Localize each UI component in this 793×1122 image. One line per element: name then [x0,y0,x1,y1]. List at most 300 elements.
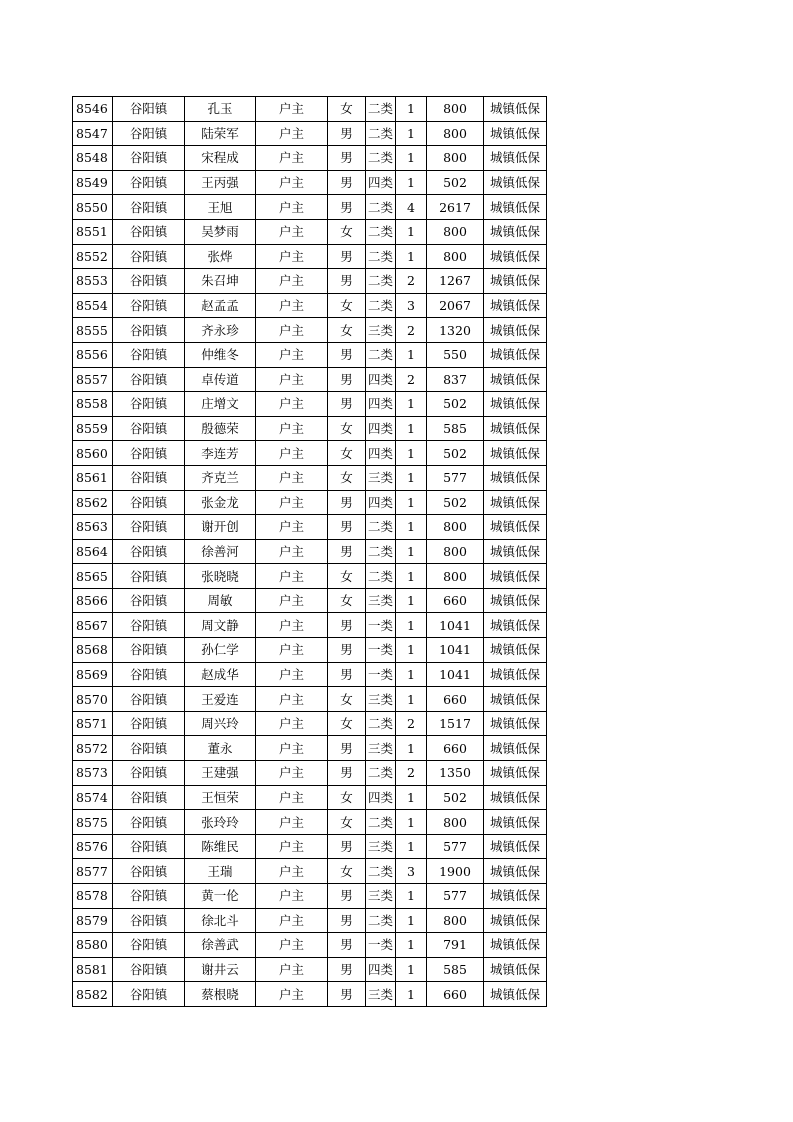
amount-cell: 502 [427,392,484,417]
row-number-cell: 8576 [73,834,113,859]
gender-cell: 男 [328,490,366,515]
relation-cell: 户主 [256,293,328,318]
town-cell: 谷阳镇 [113,638,185,663]
row-number-cell: 8560 [73,441,113,466]
table-row [73,785,547,810]
household-size-cell: 3 [396,859,427,884]
table-row [73,416,547,441]
table-row [73,244,547,269]
amount-cell: 837 [427,367,484,392]
table-row [73,957,547,982]
household-size-cell: 1 [396,564,427,589]
row-number-cell: 8571 [73,711,113,736]
relation-cell: 户主 [256,957,328,982]
program-cell: 城镇低保 [484,490,547,515]
category-cell: 三类 [366,834,396,859]
category-cell: 四类 [366,441,396,466]
town-cell: 谷阳镇 [113,318,185,343]
row-number-cell: 8574 [73,785,113,810]
relation-cell: 户主 [256,834,328,859]
name-cell: 蔡根晓 [185,982,256,1007]
name-cell: 王丙强 [185,170,256,195]
table-row [73,146,547,171]
program-cell: 城镇低保 [484,884,547,909]
household-size-cell: 1 [396,588,427,613]
gender-cell: 女 [328,97,366,122]
relation-cell: 户主 [256,416,328,441]
amount-cell: 660 [427,588,484,613]
household-size-cell: 2 [396,711,427,736]
relation-cell: 户主 [256,195,328,220]
town-cell: 谷阳镇 [113,613,185,638]
household-size-cell: 1 [396,613,427,638]
gender-cell: 男 [328,146,366,171]
category-cell: 四类 [366,392,396,417]
table-row [73,170,547,195]
name-cell: 陆荣军 [185,121,256,146]
program-cell: 城镇低保 [484,416,547,441]
town-cell: 谷阳镇 [113,834,185,859]
amount-cell: 577 [427,465,484,490]
town-cell: 谷阳镇 [113,662,185,687]
household-size-cell: 1 [396,884,427,909]
household-size-cell: 1 [396,416,427,441]
name-cell: 卓传道 [185,367,256,392]
town-cell: 谷阳镇 [113,810,185,835]
category-cell: 二类 [366,342,396,367]
category-cell: 四类 [366,785,396,810]
household-size-cell: 1 [396,465,427,490]
amount-cell: 550 [427,342,484,367]
gender-cell: 男 [328,638,366,663]
table-row [73,884,547,909]
town-cell: 谷阳镇 [113,392,185,417]
row-number-cell: 8553 [73,269,113,294]
program-cell: 城镇低保 [484,219,547,244]
program-cell: 城镇低保 [484,293,547,318]
program-cell: 城镇低保 [484,367,547,392]
household-size-cell: 1 [396,785,427,810]
table-row [73,121,547,146]
gender-cell: 女 [328,564,366,589]
table-row [73,908,547,933]
town-cell: 谷阳镇 [113,736,185,761]
town-cell: 谷阳镇 [113,441,185,466]
table-row [73,392,547,417]
name-cell: 徐善河 [185,539,256,564]
name-cell: 赵成华 [185,662,256,687]
relation-cell: 户主 [256,170,328,195]
amount-cell: 585 [427,416,484,441]
household-size-cell: 1 [396,244,427,269]
household-size-cell: 1 [396,638,427,663]
name-cell: 谢井云 [185,957,256,982]
row-number-cell: 8546 [73,97,113,122]
relation-cell: 户主 [256,539,328,564]
gender-cell: 男 [328,884,366,909]
relation-cell: 户主 [256,638,328,663]
subsidy-table [72,96,547,1007]
program-cell: 城镇低保 [484,588,547,613]
row-number-cell: 8566 [73,588,113,613]
program-cell: 城镇低保 [484,465,547,490]
name-cell: 董永 [185,736,256,761]
name-cell: 张玲玲 [185,810,256,835]
town-cell: 谷阳镇 [113,515,185,540]
program-cell: 城镇低保 [484,711,547,736]
relation-cell: 户主 [256,318,328,343]
table-row [73,662,547,687]
row-number-cell: 8564 [73,539,113,564]
category-cell: 三类 [366,318,396,343]
name-cell: 孙仁学 [185,638,256,663]
name-cell: 周敏 [185,588,256,613]
household-size-cell: 2 [396,761,427,786]
name-cell: 陈维民 [185,834,256,859]
amount-cell: 1041 [427,662,484,687]
household-size-cell: 1 [396,539,427,564]
category-cell: 二类 [366,711,396,736]
table-row [73,490,547,515]
town-cell: 谷阳镇 [113,711,185,736]
amount-cell: 1041 [427,638,484,663]
table-row [73,367,547,392]
program-cell: 城镇低保 [484,121,547,146]
gender-cell: 男 [328,392,366,417]
amount-cell: 800 [427,515,484,540]
program-cell: 城镇低保 [484,441,547,466]
gender-cell: 男 [328,121,366,146]
program-cell: 城镇低保 [484,564,547,589]
program-cell: 城镇低保 [484,318,547,343]
row-number-cell: 8563 [73,515,113,540]
row-number-cell: 8579 [73,908,113,933]
household-size-cell: 1 [396,933,427,958]
table-row [73,293,547,318]
town-cell: 谷阳镇 [113,785,185,810]
table-row [73,810,547,835]
amount-cell: 660 [427,736,484,761]
program-cell: 城镇低保 [484,515,547,540]
town-cell: 谷阳镇 [113,761,185,786]
row-number-cell: 8572 [73,736,113,761]
gender-cell: 男 [328,908,366,933]
amount-cell: 800 [427,97,484,122]
program-cell: 城镇低保 [484,146,547,171]
amount-cell: 800 [427,146,484,171]
relation-cell: 户主 [256,146,328,171]
category-cell: 一类 [366,933,396,958]
gender-cell: 女 [328,441,366,466]
amount-cell: 502 [427,785,484,810]
amount-cell: 800 [427,539,484,564]
gender-cell: 男 [328,736,366,761]
relation-cell: 户主 [256,342,328,367]
category-cell: 二类 [366,293,396,318]
category-cell: 四类 [366,490,396,515]
relation-cell: 户主 [256,662,328,687]
town-cell: 谷阳镇 [113,121,185,146]
category-cell: 二类 [366,810,396,835]
relation-cell: 户主 [256,859,328,884]
relation-cell: 户主 [256,884,328,909]
name-cell: 齐永珍 [185,318,256,343]
town-cell: 谷阳镇 [113,97,185,122]
amount-cell: 800 [427,810,484,835]
name-cell: 齐克兰 [185,465,256,490]
program-cell: 城镇低保 [484,859,547,884]
amount-cell: 800 [427,219,484,244]
category-cell: 一类 [366,613,396,638]
household-size-cell: 1 [396,146,427,171]
household-size-cell: 1 [396,97,427,122]
town-cell: 谷阳镇 [113,588,185,613]
relation-cell: 户主 [256,515,328,540]
category-cell: 二类 [366,539,396,564]
category-cell: 二类 [366,219,396,244]
relation-cell: 户主 [256,810,328,835]
gender-cell: 男 [328,342,366,367]
household-size-cell: 1 [396,441,427,466]
category-cell: 三类 [366,465,396,490]
name-cell: 黄一伦 [185,884,256,909]
program-cell: 城镇低保 [484,662,547,687]
table-row [73,342,547,367]
name-cell: 王建强 [185,761,256,786]
household-size-cell: 1 [396,736,427,761]
amount-cell: 1041 [427,613,484,638]
gender-cell: 男 [328,269,366,294]
name-cell: 张烨 [185,244,256,269]
row-number-cell: 8582 [73,982,113,1007]
row-number-cell: 8568 [73,638,113,663]
gender-cell: 女 [328,318,366,343]
amount-cell: 1350 [427,761,484,786]
relation-cell: 户主 [256,711,328,736]
gender-cell: 男 [328,834,366,859]
name-cell: 徐善武 [185,933,256,958]
name-cell: 张金龙 [185,490,256,515]
town-cell: 谷阳镇 [113,244,185,269]
relation-cell: 户主 [256,588,328,613]
relation-cell: 户主 [256,908,328,933]
row-number-cell: 8581 [73,957,113,982]
category-cell: 四类 [366,957,396,982]
program-cell: 城镇低保 [484,761,547,786]
row-number-cell: 8562 [73,490,113,515]
household-size-cell: 1 [396,662,427,687]
program-cell: 城镇低保 [484,613,547,638]
name-cell: 仲维冬 [185,342,256,367]
town-cell: 谷阳镇 [113,859,185,884]
relation-cell: 户主 [256,465,328,490]
town-cell: 谷阳镇 [113,933,185,958]
amount-cell: 1320 [427,318,484,343]
table-row [73,711,547,736]
town-cell: 谷阳镇 [113,219,185,244]
town-cell: 谷阳镇 [113,884,185,909]
relation-cell: 户主 [256,121,328,146]
category-cell: 二类 [366,515,396,540]
name-cell: 王爱连 [185,687,256,712]
town-cell: 谷阳镇 [113,490,185,515]
town-cell: 谷阳镇 [113,465,185,490]
gender-cell: 女 [328,293,366,318]
row-number-cell: 8557 [73,367,113,392]
relation-cell: 户主 [256,392,328,417]
gender-cell: 男 [328,613,366,638]
gender-cell: 女 [328,465,366,490]
relation-cell: 户主 [256,761,328,786]
row-number-cell: 8548 [73,146,113,171]
table-row [73,539,547,564]
household-size-cell: 1 [396,957,427,982]
household-size-cell: 1 [396,392,427,417]
category-cell: 二类 [366,146,396,171]
gender-cell: 女 [328,687,366,712]
category-cell: 二类 [366,97,396,122]
row-number-cell: 8573 [73,761,113,786]
household-size-cell: 2 [396,269,427,294]
household-size-cell: 1 [396,342,427,367]
gender-cell: 男 [328,761,366,786]
amount-cell: 2617 [427,195,484,220]
row-number-cell: 8561 [73,465,113,490]
town-cell: 谷阳镇 [113,982,185,1007]
table-row [73,834,547,859]
category-cell: 二类 [366,761,396,786]
amount-cell: 2067 [427,293,484,318]
household-size-cell: 1 [396,219,427,244]
name-cell: 庄增文 [185,392,256,417]
name-cell: 殷德荣 [185,416,256,441]
gender-cell: 男 [328,982,366,1007]
row-number-cell: 8575 [73,810,113,835]
table-row [73,859,547,884]
category-cell: 三类 [366,982,396,1007]
gender-cell: 男 [328,515,366,540]
category-cell: 四类 [366,416,396,441]
gender-cell: 女 [328,588,366,613]
name-cell: 王瑞 [185,859,256,884]
gender-cell: 男 [328,539,366,564]
relation-cell: 户主 [256,736,328,761]
program-cell: 城镇低保 [484,933,547,958]
gender-cell: 女 [328,859,366,884]
category-cell: 一类 [366,638,396,663]
gender-cell: 男 [328,244,366,269]
town-cell: 谷阳镇 [113,416,185,441]
name-cell: 周文静 [185,613,256,638]
row-number-cell: 8580 [73,933,113,958]
amount-cell: 800 [427,121,484,146]
program-cell: 城镇低保 [484,342,547,367]
relation-cell: 户主 [256,785,328,810]
row-number-cell: 8569 [73,662,113,687]
row-number-cell: 8555 [73,318,113,343]
table-row [73,97,547,122]
row-number-cell: 8578 [73,884,113,909]
table-row [73,564,547,589]
amount-cell: 660 [427,982,484,1007]
relation-cell: 户主 [256,441,328,466]
town-cell: 谷阳镇 [113,564,185,589]
gender-cell: 女 [328,785,366,810]
program-cell: 城镇低保 [484,539,547,564]
relation-cell: 户主 [256,982,328,1007]
name-cell: 徐北斗 [185,908,256,933]
name-cell: 王恒荣 [185,785,256,810]
relation-cell: 户主 [256,564,328,589]
program-cell: 城镇低保 [484,957,547,982]
gender-cell: 男 [328,367,366,392]
household-size-cell: 2 [396,367,427,392]
category-cell: 二类 [366,269,396,294]
relation-cell: 户主 [256,613,328,638]
table-row [73,515,547,540]
household-size-cell: 4 [396,195,427,220]
name-cell: 朱召坤 [185,269,256,294]
town-cell: 谷阳镇 [113,195,185,220]
household-size-cell: 1 [396,687,427,712]
row-number-cell: 8554 [73,293,113,318]
relation-cell: 户主 [256,490,328,515]
relation-cell: 户主 [256,97,328,122]
relation-cell: 户主 [256,269,328,294]
row-number-cell: 8559 [73,416,113,441]
amount-cell: 800 [427,908,484,933]
program-cell: 城镇低保 [484,834,547,859]
household-size-cell: 2 [396,318,427,343]
relation-cell: 户主 [256,687,328,712]
table-row [73,195,547,220]
category-cell: 四类 [366,367,396,392]
row-number-cell: 8551 [73,219,113,244]
name-cell: 吴梦雨 [185,219,256,244]
row-number-cell: 8565 [73,564,113,589]
table-row [73,761,547,786]
name-cell: 张晓晓 [185,564,256,589]
name-cell: 孔玉 [185,97,256,122]
gender-cell: 女 [328,810,366,835]
gender-cell: 男 [328,957,366,982]
amount-cell: 800 [427,244,484,269]
gender-cell: 女 [328,711,366,736]
row-number-cell: 8570 [73,687,113,712]
household-size-cell: 1 [396,834,427,859]
gender-cell: 男 [328,662,366,687]
table-row [73,687,547,712]
amount-cell: 577 [427,884,484,909]
category-cell: 二类 [366,564,396,589]
program-cell: 城镇低保 [484,687,547,712]
town-cell: 谷阳镇 [113,170,185,195]
category-cell: 三类 [366,687,396,712]
category-cell: 一类 [366,662,396,687]
program-cell: 城镇低保 [484,244,547,269]
amount-cell: 1517 [427,711,484,736]
gender-cell: 女 [328,416,366,441]
row-number-cell: 8549 [73,170,113,195]
amount-cell: 502 [427,490,484,515]
amount-cell: 1267 [427,269,484,294]
name-cell: 谢开创 [185,515,256,540]
category-cell: 二类 [366,195,396,220]
town-cell: 谷阳镇 [113,293,185,318]
relation-cell: 户主 [256,244,328,269]
household-size-cell: 3 [396,293,427,318]
relation-cell: 户主 [256,219,328,244]
